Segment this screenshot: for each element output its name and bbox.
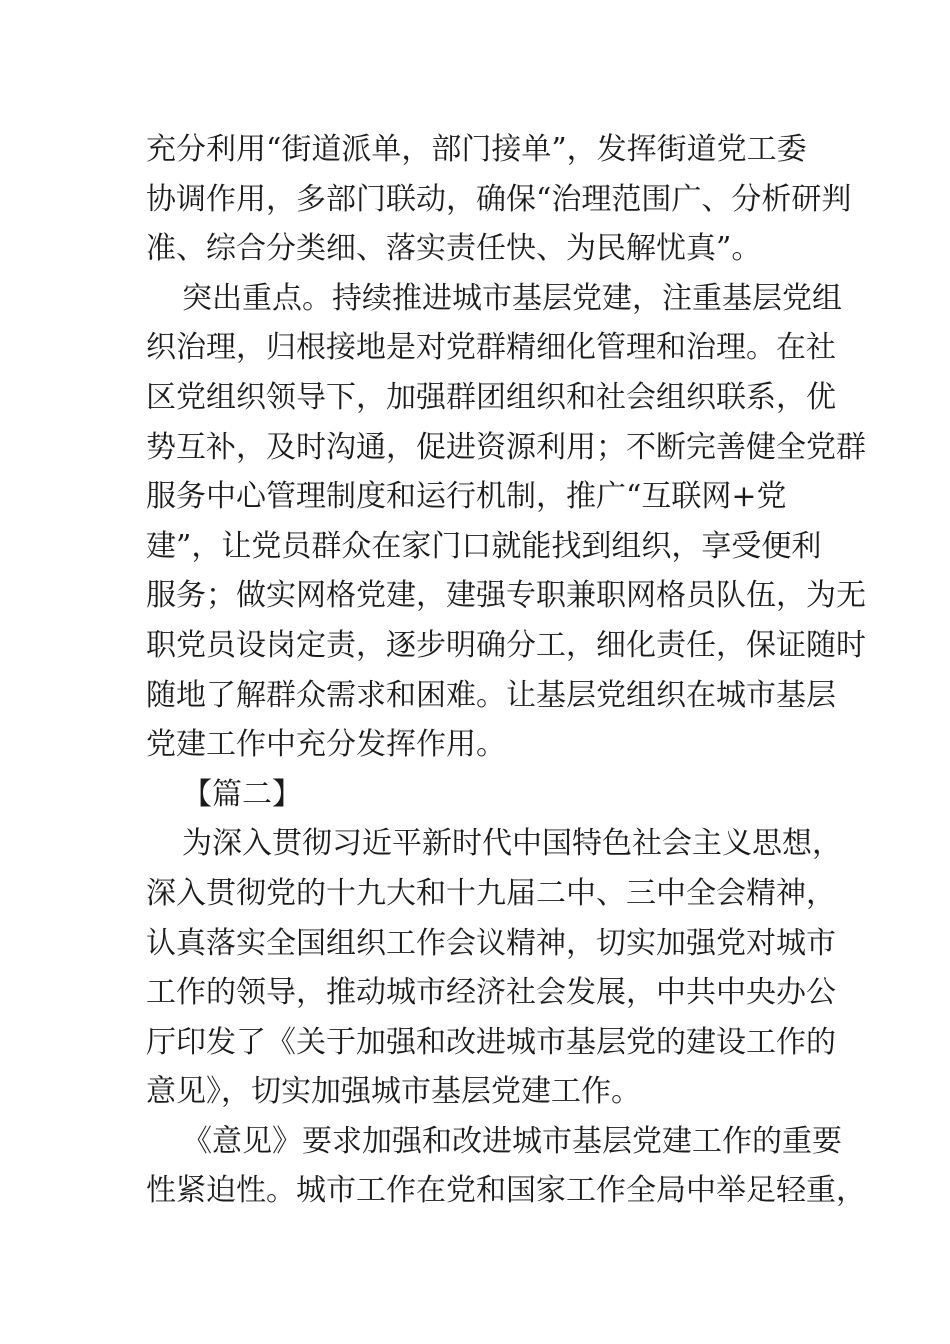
text-line: 工作的领导，推动城市经济社会发展，中共中央办公 xyxy=(146,975,836,1010)
text-line: 充分利用“街道派单，部门接单”，发挥街道党工委 xyxy=(146,132,807,167)
text-line: 区党组织领导下，加强群团组织和社会组织联系，优 xyxy=(146,380,836,415)
text-line: 建”，让党员群众在家门口就能找到组织，享受便利 xyxy=(146,529,822,564)
text-line: 服务中心管理制度和运行机制，推广“互联网+党 xyxy=(146,479,787,514)
text-line: 性紧迫性。城市工作在党和国家工作全局中举足轻重， xyxy=(146,1173,866,1208)
text-line: 党建工作中充分发挥作用。 xyxy=(146,727,506,762)
text-line: 职党员设岗定责，逐步明确分工，细化责任，保证随时 xyxy=(146,628,866,663)
text-line: 认真落实全国组织工作会议精神，切实加强党对城市 xyxy=(146,926,836,961)
text-line: 厅印发了《关于加强和改进城市基层党的建设工作的 xyxy=(146,1025,836,1060)
paragraph-start-line: 为深入贯彻习近平新时代中国特色社会主义思想， xyxy=(182,826,842,861)
paragraph-start-line: 突出重点。持续推进城市基层党建，注重基层党组 xyxy=(182,281,842,316)
text-line: 深入贯彻党的十九大和十九届二中、三中全会精神， xyxy=(146,876,836,911)
paragraph-start-line: 《意见》要求加强和改进城市基层党建工作的重要 xyxy=(182,1124,842,1159)
text-line: 势互补，及时沟通，促进资源利用；不断完善健全党群 xyxy=(146,430,866,465)
text-line: 意见》，切实加强城市基层党建工作。 xyxy=(146,1074,641,1109)
text-line: 随地了解群众需求和困难。让基层党组织在城市基层 xyxy=(146,678,836,713)
text-line: 准、综合分类细、落实责任快、为民解忧真”。 xyxy=(146,231,762,266)
text-line: 织治理，归根接地是对党群精细化管理和治理。在社 xyxy=(146,330,836,365)
text-line: 协调作用，多部门联动，确保“治理范围广、分析研判 xyxy=(146,182,852,217)
text-line: 服务；做实网格党建，建强专职兼职网格员队伍，为无 xyxy=(146,578,866,613)
section-heading: 【篇二】 xyxy=(182,777,302,812)
